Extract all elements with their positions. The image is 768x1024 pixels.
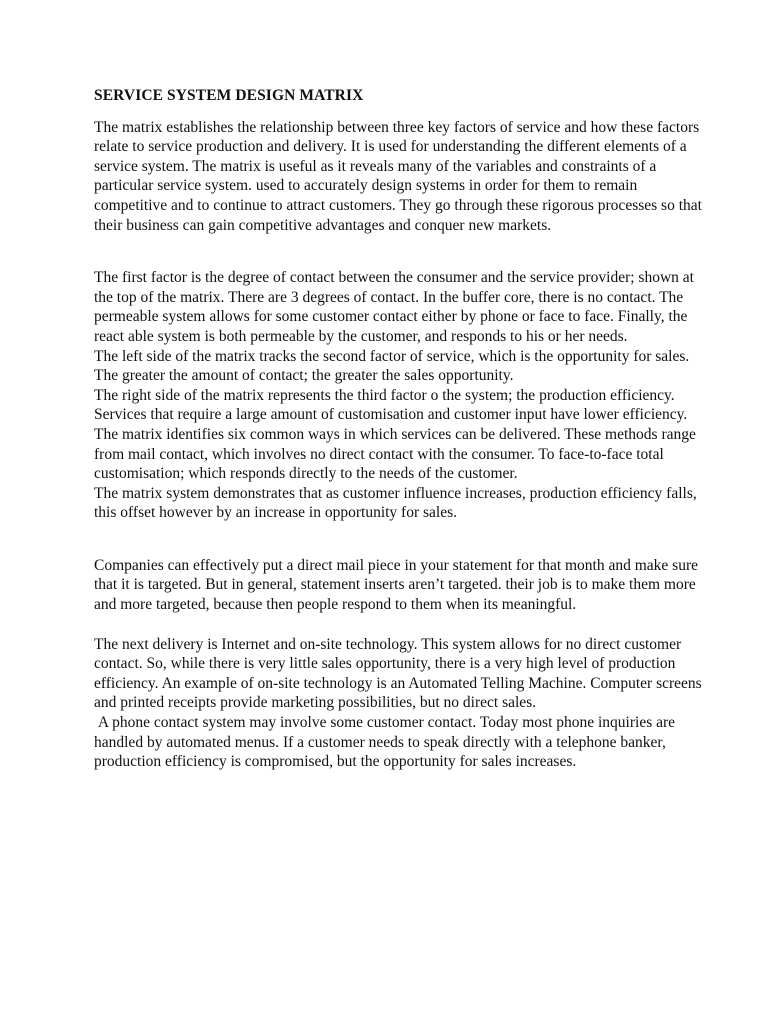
- paragraph-intro: The matrix establishes the relationship between three key factors of service and how these factors relate to service production and delivery. It is used for understanding the different elements of a service system. The matrix is useful as it reveals many of the variables and constraints of a particular service system. used to accurately design systems in order for them to remain competitive and to continue to attract customers. They go through these rigorous processes so that their business can gain competitive advantages and conquer new markets.: [94, 118, 702, 234]
- paragraph-spacer: [94, 523, 704, 556]
- paragraph-direct-mail: Companies can effectively put a direct mail piece in your statement for that month and make sure that it is targeted. But in general, statement inserts aren’t targeted. their job is to make them more and more targeted, because then people respond to them when its meaningful.: [94, 556, 699, 614]
- paragraph-second-factor: The left side of the matrix tracks the second factor of service, which is the opportunity for sales. The greater the amount of contact; the greater the sales opportunity.: [94, 347, 690, 385]
- paragraph-spacer: [94, 615, 704, 635]
- paragraph-matrix-summary: The matrix system demonstrates that as customer influence increases, production efficiency falls, this offset however by an increase in opportunity for sales.: [94, 484, 697, 522]
- paragraph-third-factor: The right side of the matrix represents the third factor o the system; the production efficiency. Services that require a large amount of customisation and customer input have lower efficiency. The matrix identifies six common ways in which services can be delivered. These methods range from mail contact, which involves no direct contact with the consumer. To face-to-face total customisation; which responds directly to the needs of the customer.: [94, 386, 696, 483]
- paragraph-phone-contact: A phone contact system may involve some customer contact. Today most phone inquiries are handled by automated menus. If a customer needs to speak directly with a telephone banker, production efficiency is compromised, but the opportunity for sales increases.: [94, 714, 679, 771]
- paragraph-first-factor: The first factor is the degree of contact between the consumer and the service provider; shown at the top of the matrix. There are 3 degrees of contact. In the buffer core, there is no contact. The permeable system allows for some customer contact either by phone or face to face. Finally, the react able system is both permeable by the customer, and responds to his or her needs.: [94, 269, 694, 345]
- document-title: SERVICE SYSTEM DESIGN MATRIX: [94, 87, 364, 104]
- document-page: [94, 86, 704, 772]
- paragraph-internet-delivery: The next delivery is Internet and on-site technology. This system allows for no direct customer contact. So, while there is very little sales opportunity, there is a very high level of production efficiency. An example of on-site technology is an Automated Telling Machine. Computer screens and printed receipts provide marketing possibilities, but no direct sales.: [94, 635, 702, 712]
- paragraph-spacer: [94, 235, 704, 268]
